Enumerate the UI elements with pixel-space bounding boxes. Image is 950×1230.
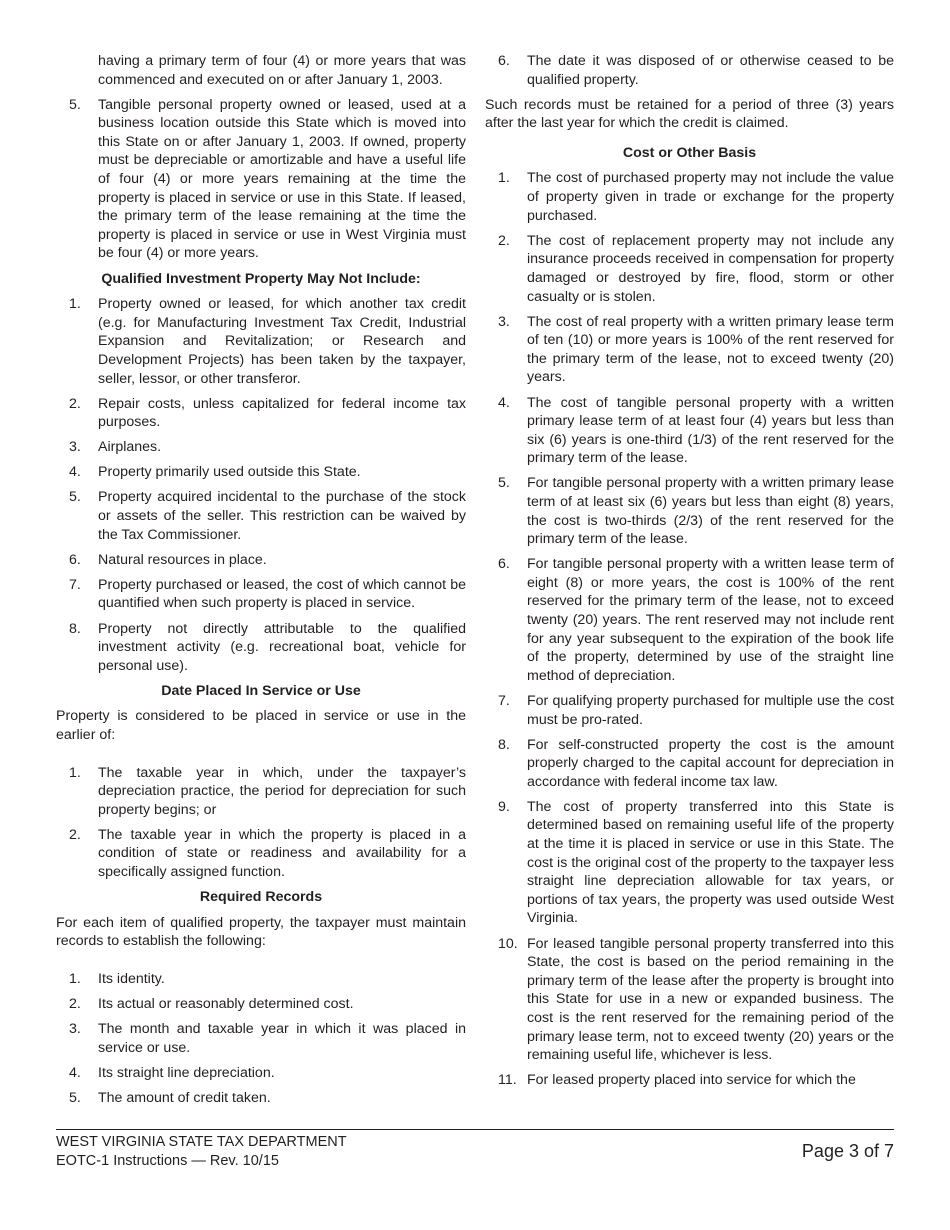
list-item-text: having a primary term of four (4) or more years that was commenced and executed on or after January 1, 2003. xyxy=(98,53,466,88)
list-item xyxy=(56,295,466,388)
list-item-text: Repair costs, unless capitalized for federal income tax purposes. xyxy=(98,395,466,431)
right-column xyxy=(485,52,894,1096)
list-number: 1. xyxy=(69,764,81,781)
list-item xyxy=(485,935,894,1065)
left-column xyxy=(56,52,466,1114)
list-number: 2. xyxy=(498,232,510,249)
list-item-text: Natural resources in place. xyxy=(98,551,267,568)
list-item xyxy=(485,736,894,792)
footer-form-revision: EOTC-1 Instructions — Rev. 10/15 xyxy=(56,1153,279,1169)
list-item xyxy=(56,620,466,676)
placed-in-service-list xyxy=(56,764,466,882)
page-number: Page 3 of 7 xyxy=(801,1141,894,1161)
list-item xyxy=(485,474,894,548)
list-item-text: The taxable year in which, under the taxpayer’s depreciation practice, the period for depreciation for such property begins; or xyxy=(98,764,466,818)
list-number: 2. xyxy=(69,826,81,843)
list-number: 4. xyxy=(69,464,81,481)
list-item-text: The month and taxable year in which it was placed in service or use. xyxy=(98,1021,466,1056)
list-item-text: For leased tangible personal property transferred into this State, the cost is based on the period remaining in the primary term of the lease after the property is brought into this State for use in a new or expanded business. The cost is the rent reserved for the remaining period of the primary lease term, not to exceed twenty (20) years or the remaining useful life, whichever is less. xyxy=(527,935,894,1064)
list-item xyxy=(56,970,466,989)
list-number: 5. xyxy=(69,1089,81,1106)
section-heading: Required Records xyxy=(199,889,323,906)
list-number: 4. xyxy=(69,1064,81,1081)
list-item xyxy=(485,1071,894,1090)
list-number: 8. xyxy=(69,620,81,637)
footer-department: WEST VIRGINIA STATE TAX DEPARTMENT xyxy=(56,1134,347,1150)
section-heading: Date Placed In Service or Use xyxy=(161,682,361,699)
cost-basis-list xyxy=(485,169,894,1089)
footer-info xyxy=(56,1133,347,1171)
list-number: 4. xyxy=(498,394,510,411)
list-item xyxy=(485,394,894,468)
list-number: 2. xyxy=(69,996,81,1013)
list-number: 6. xyxy=(498,556,510,573)
list-number: 8. xyxy=(498,736,510,753)
section-heading: Cost or Other Basis xyxy=(622,144,757,161)
list-item-text: The cost of purchased property may not include the value of property given in trade or exchange for the property purchased. xyxy=(527,170,894,224)
list-number: 1. xyxy=(69,296,81,313)
list-item xyxy=(485,52,894,89)
list-item xyxy=(56,463,466,482)
list-item xyxy=(56,995,466,1014)
footer-divider xyxy=(56,1129,894,1130)
list-item xyxy=(485,232,894,306)
list-item-text: Its identity. xyxy=(98,970,165,987)
list-item-text: The cost of property transferred into this State is determined based on remaining useful life of the property at the time it is placed in service or use in this State. The cost is the original cost of the property to the taxpayer less straight line depreciation allowable for tax years, or portions of tax years, the property was used outside West Virginia. xyxy=(527,798,894,927)
exclusions-list xyxy=(56,295,466,675)
list-item xyxy=(56,1089,466,1108)
list-item-text: Property primarily used outside this State. xyxy=(98,464,361,481)
list-number: 3. xyxy=(69,1021,81,1038)
list-item xyxy=(485,692,894,729)
list-item-text: For qualifying property purchased for multiple use the cost must be pro-rated. xyxy=(527,692,894,728)
list-item-text: Tangible personal property owned or leased, used at a business location outside this State which is moved into this State on or after January 1, 2003. If owned, property must be depreciable or amortizable and have a useful life of four (4) or more years remaining at the time the property is placed in service or use in this State. If leased, the primary term of the lease remaining at the time the property is placed in service or use in West Virginia must be four (4) or more years. xyxy=(98,96,466,262)
list-number: 3. xyxy=(69,439,81,456)
section-heading: Qualified Investment Property May Not Include: xyxy=(101,270,421,287)
section-intro: Property is considered to be placed in service or use in the earlier of: xyxy=(56,708,466,743)
list-item xyxy=(56,1020,466,1057)
list-item-text: Property acquired incidental to the purchase of the stock or assets of the seller. This restriction can be waived by the Tax Commissioner. xyxy=(98,489,466,543)
list-item-text: Property purchased or leased, the cost of which cannot be quantified when such property is placed in service. xyxy=(98,576,466,612)
list-item xyxy=(56,576,466,613)
list-number: 3. xyxy=(498,313,510,330)
list-item-text: Its actual or reasonably determined cost. xyxy=(98,996,354,1013)
list-number: 7. xyxy=(498,692,510,709)
list-item-text: The taxable year in which the property is placed in a condition of state or readiness and availability for a specifically assigned function. xyxy=(98,826,466,881)
list-item xyxy=(56,826,466,882)
list-item-text: Property owned or leased, for which another tax credit (e.g. for Manufacturing Investment Tax Credit, Industrial Expansion and Revitalization; or Research and Development Projects) has been taken by the taxpayer, seller, lessor, or other transferor. xyxy=(98,296,466,387)
list-item xyxy=(485,798,894,928)
required-records-list xyxy=(56,970,466,1108)
list-item xyxy=(56,488,466,544)
list-item-text: For leased property placed into service for which the xyxy=(527,1072,856,1089)
list-item xyxy=(56,96,466,263)
list-item-text: For tangible personal property with a written primary lease term of at least six (6) years but less than eight (8) years, the cost is two-thirds (2/3) of the rent reserved for the primary term of the lease. xyxy=(527,475,894,548)
list-item xyxy=(56,52,466,89)
list-number: 7. xyxy=(69,576,81,593)
list-item-text: The cost of tangible personal property with a written primary lease term of at least four (4) years but less than six (6) years is one-third (1/3) of the rent reserved for the primary term of the lease. xyxy=(527,394,894,467)
list-number: 6. xyxy=(69,551,81,568)
list-number: 9. xyxy=(498,798,510,815)
list-item xyxy=(485,555,894,685)
list-item-text: Airplanes. xyxy=(98,439,162,456)
list-item xyxy=(56,438,466,457)
list-number: 2. xyxy=(69,395,81,412)
list-item-text: The cost of real property with a written primary lease term of ten (10) or more years is 100% of the rent reserved for the primary term of the lease, not to exceed twenty (20) years. xyxy=(527,313,894,386)
list-number: 5. xyxy=(498,475,510,492)
list-item xyxy=(485,313,894,387)
list-item-text: For self-constructed property the cost is the amount properly charged to the capital account for depreciation in accordance with federal income tax law. xyxy=(527,736,894,790)
list-item-text: For tangible personal property with a written lease term of eight (8) or more years, the cost is 100% of the rent reserved for the primary term of the lease, not to exceed twenty (20) years. The rent reserved may not include rent for any year subsequent to the expiration of the book life of the property, determined by use of the straight line method of depreciation. xyxy=(527,556,894,684)
list-number: 5. xyxy=(69,96,81,113)
list-item-text: Its straight line depreciation. xyxy=(98,1064,275,1081)
list-number: 1. xyxy=(69,970,81,987)
list-item xyxy=(56,1064,466,1083)
retention-paragraph: Such records must be retained for a period of three (3) years after the last year for which the credit is claimed. xyxy=(485,96,894,132)
list-item xyxy=(56,395,466,432)
section-intro: For each item of qualified property, the taxpayer must maintain records to establish the following: xyxy=(56,914,466,950)
list-item xyxy=(56,551,466,570)
list-item-text: The date it was disposed of or otherwise ceased to be qualified property. xyxy=(527,53,894,88)
list-number: 10. xyxy=(498,935,518,952)
list-item-text: The amount of credit taken. xyxy=(98,1089,271,1106)
list-number: 6. xyxy=(498,53,510,69)
list-number: 11. xyxy=(498,1072,517,1089)
list-number: 1. xyxy=(498,170,510,187)
list-item-text: Property not directly attributable to the qualified investment activity (e.g. recreational boat, vehicle for personal use). xyxy=(98,620,466,674)
list-number: 5. xyxy=(69,489,81,506)
list-item xyxy=(56,764,466,820)
list-item xyxy=(485,169,894,225)
list-item-text: The cost of replacement property may not include any insurance proceeds received in compensation for property damaged or destroyed by fire, flood, storm or other casualty or is stolen. xyxy=(527,232,894,305)
